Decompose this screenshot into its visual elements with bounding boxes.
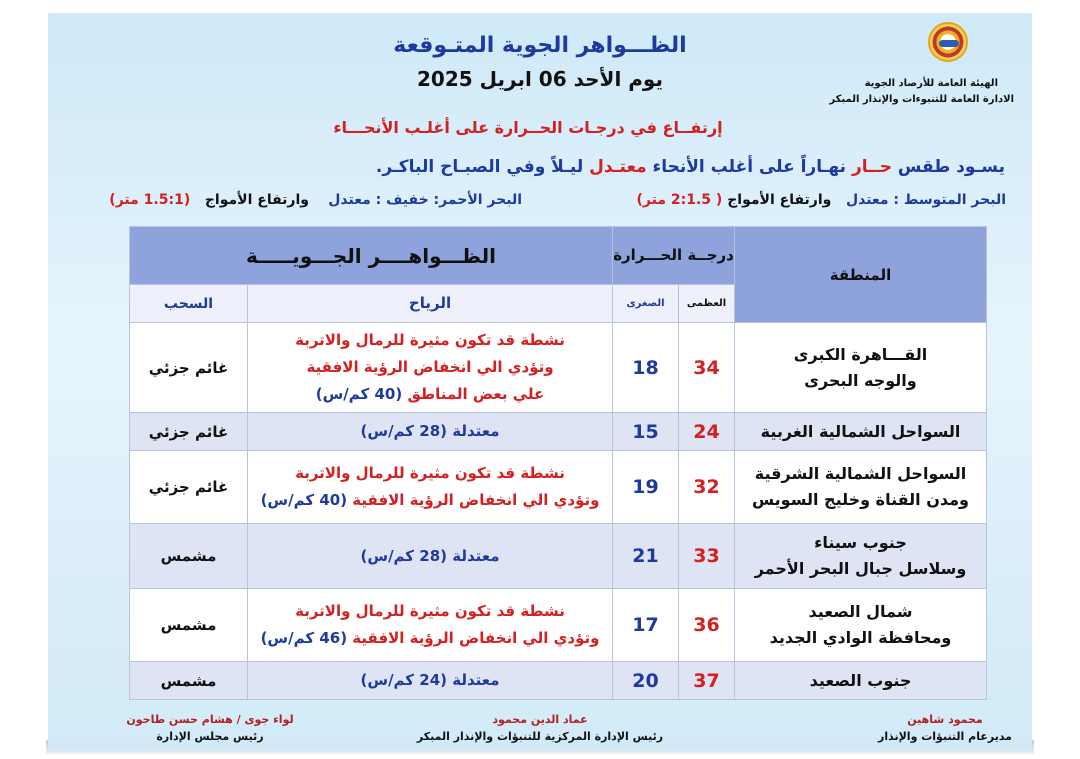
- region-cell: [735, 589, 987, 662]
- wind-line: علي بعض المناطق: [407, 385, 545, 403]
- table-row: [130, 413, 987, 451]
- region-line: وسلاسل جبال البحر الأحمر: [754, 559, 967, 578]
- min-temp-cell: 20: [613, 662, 679, 700]
- region-cell: [735, 323, 987, 413]
- signature-title: مديرعام التنبؤات والإنذار: [878, 730, 1012, 743]
- red-sea: [328, 192, 522, 208]
- forecast-part-3: ليـلاً وفي الصبـاح الباكـر.: [375, 157, 584, 177]
- org-name: الهيئة العامة للأرصاد الجوية: [864, 78, 998, 89]
- wind-cell: [248, 589, 613, 662]
- region-header: المنطقة: [735, 227, 987, 323]
- max-temp-cell: 37: [679, 662, 735, 700]
- min-temp-cell: 18: [613, 323, 679, 413]
- table-row: [130, 323, 987, 413]
- region-line: شمال الصعيد: [808, 602, 913, 621]
- max-temp-cell: 24: [679, 413, 735, 451]
- region-cell: جنوب الصعيد: [735, 662, 987, 700]
- forecast-table: [129, 226, 987, 700]
- wind-line: وتؤدي الي انخفاض الرؤية الافقية: [306, 358, 554, 376]
- signature-left: [110, 711, 310, 745]
- signature-name: لواء جوى / هشام حسن طاحون: [126, 713, 294, 726]
- cloud-cell: مشمس: [130, 524, 248, 589]
- signature-center: [360, 711, 720, 745]
- forecast-date: يوم الأحد 06 ابريل 2025: [417, 67, 663, 91]
- wind-header: الرياح: [248, 285, 613, 323]
- wind-line: نشطة قد تكون مثيرة للرمال والاتربة: [295, 464, 565, 482]
- red-waves: (1.5:1 متر): [109, 192, 191, 208]
- wind-line: نشطة قد تكون مثيرة للرمال والاتربة: [295, 331, 565, 349]
- phenomena-header: الظـــواهــــر الجـــويـــــة: [130, 227, 613, 285]
- wind-speed: (40 كم/س): [315, 385, 403, 403]
- wind-text: معتدلة (28 كم/س): [360, 422, 500, 440]
- red-sea-waves: [109, 192, 309, 208]
- wind-line: نشطة قد تكون مثيرة للرمال والاتربة: [295, 602, 565, 620]
- min-temp-header: الصغرى: [613, 285, 679, 323]
- med-waves-label: وارتفاع الأمواج: [727, 192, 832, 208]
- wind-line: وتؤدي الي انخفاض الرؤية الافقية: [352, 629, 600, 647]
- med-waves: ( 2:1.5 متر): [636, 192, 723, 208]
- table-row: [130, 662, 987, 700]
- cloud-cell: غائم جزئي: [130, 413, 248, 451]
- wind-cell: [248, 323, 613, 413]
- region-line: جنوب سيناء: [814, 533, 907, 552]
- mediterranean-sea: [637, 192, 1006, 208]
- forecast-mild: معتـدل: [589, 157, 647, 177]
- page-title: الظـــواهر الجوية المتـوقعة: [393, 33, 687, 58]
- region-cell: [735, 451, 987, 524]
- max-temp-cell: 34: [679, 323, 735, 413]
- signature-title: رئيس مجلس الإدارة: [156, 730, 264, 743]
- max-temp-cell: 32: [679, 451, 735, 524]
- wind-text: معتدلة (24 كم/س): [360, 671, 500, 689]
- forecast-summary: [376, 157, 1005, 177]
- forecast-part-2: نهـاراً على أغلب الأنحاء: [652, 157, 847, 177]
- cloud-header: السحب: [130, 285, 248, 323]
- region-cell: [735, 524, 987, 589]
- min-temp-cell: 19: [613, 451, 679, 524]
- table-row: [130, 451, 987, 524]
- cloud-cell: مشمس: [130, 662, 248, 700]
- red-sea-label: البحر الأحمر: خفيف : معتدل: [328, 192, 522, 208]
- headline: إرتفــاع في درجـات الحــرارة على أغلـب الأنحـــاء: [333, 118, 723, 137]
- table-row: [130, 524, 987, 589]
- max-temp-cell: 33: [679, 524, 735, 589]
- wind-cell: [248, 662, 613, 700]
- forecast-part-1: يسـود طقس: [897, 157, 1005, 177]
- red-waves-label: وارتفاع الأمواج: [204, 192, 309, 208]
- region-line: القـــاهرة الكبرى: [793, 344, 928, 364]
- region-cell: السواحل الشمالية الغربية: [735, 413, 987, 451]
- region-line: السواحل الشمالية الشرقية: [754, 464, 967, 483]
- min-temp-cell: 17: [613, 589, 679, 662]
- cloud-cell: غائم جزئي: [130, 323, 248, 413]
- max-temp-header: العظمى: [679, 285, 735, 323]
- med-label: البحر المتوسط :: [893, 192, 1006, 208]
- signature-name: عماد الدين محمود: [492, 713, 588, 726]
- signature-name: محمود شاهين: [907, 713, 983, 726]
- wind-cell: [248, 524, 613, 589]
- signature-title: رئيس الإدارة المركزية للتنبؤات والإنذار المبكر: [416, 730, 664, 743]
- forecast-hot: حــار: [851, 157, 892, 177]
- org-department: الادارة العامة للتنبوءات والإنذار المبكر: [829, 94, 1014, 105]
- cloud-cell: مشمس: [130, 589, 248, 662]
- region-line: ومدن القناة وخليج السويس: [752, 490, 969, 509]
- table-row: [130, 589, 987, 662]
- min-temp-cell: 21: [613, 524, 679, 589]
- temperature-header: درجــة الحـــرارة: [613, 227, 735, 285]
- signature-right: [878, 711, 1012, 745]
- wind-line: وتؤدي الي انخفاض الرؤية الافقية: [352, 491, 600, 509]
- region-line: ومحافظة الوادي الجديد: [769, 628, 952, 647]
- wind-speed: (40 كم/س): [260, 491, 348, 509]
- max-temp-cell: 36: [679, 589, 735, 662]
- min-temp-cell: 15: [613, 413, 679, 451]
- wind-cell: [248, 413, 613, 451]
- wind-speed: (46 كم/س): [260, 629, 348, 647]
- wind-cell: [248, 451, 613, 524]
- wind-text: معتدلة (28 كم/س): [360, 546, 500, 565]
- region-line: والوجه البحرى: [804, 370, 917, 390]
- med-state: معتدل: [845, 192, 889, 208]
- cloud-cell: غائم جزئي: [130, 451, 248, 524]
